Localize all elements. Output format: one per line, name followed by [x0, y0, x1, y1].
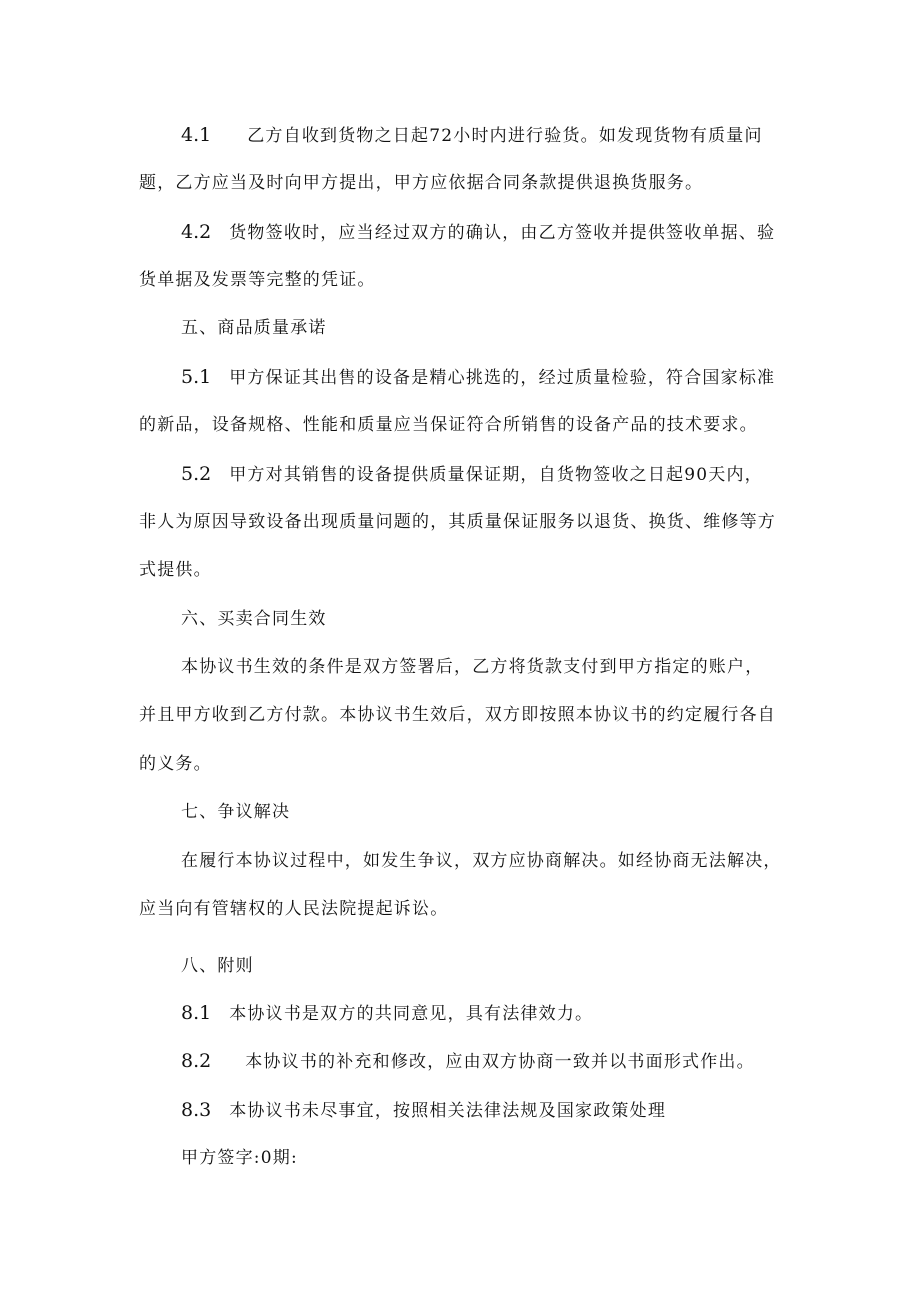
clause-5-2-line-1: [181, 462, 784, 487]
clause-4-1-text: 乙方自收到货物之日起72小时内进行验货。如发现货物有质量问: [247, 126, 763, 146]
clause-4-1-number: 4.1: [181, 124, 212, 146]
clause-4-2-line-2: 货单据及发票等完整的凭证。: [139, 270, 376, 290]
section-6-heading: 六、买卖合同生效: [181, 609, 327, 629]
section-6-line-2: 并且甲方收到乙方付款。本协议书生效后，双方即按照本协议书的约定履行各自: [139, 705, 776, 725]
clause-8-1-number: 8.1: [181, 1002, 212, 1024]
clause-4-1-line-1: [181, 123, 784, 148]
clause-8-3-text: 本协议书未尽事宜，按照相关法律法规及国家政策处理: [229, 1101, 667, 1121]
clause-5-1-number: 5.1: [181, 366, 212, 388]
clause-8-2: [181, 1049, 784, 1074]
clause-5-2-text: 甲方对其销售的设备提供质量保证期，自货物签收之日起90天内，: [229, 465, 763, 485]
signature-line: 甲方签字:0期:: [181, 1148, 298, 1168]
clause-5-1-line-1: [181, 365, 784, 390]
clause-8-3: [181, 1098, 784, 1123]
clause-8-2-text: 本协议书的补充和修改，应由双方协商一致并以书面形式作出。: [245, 1052, 755, 1072]
clause-5-1-line-2: 的新品，设备规格、性能和质量应当保证符合所销售的设备产品的技术要求。: [139, 415, 758, 435]
clause-4-2-number: 4.2: [181, 221, 212, 243]
clause-5-2-number: 5.2: [181, 463, 212, 485]
clause-5-2-line-3: 式提供。: [139, 560, 212, 580]
section-7-line-1: 在履行本协议过程中，如发生争议，双方应协商解决。如经协商无法解决，: [181, 851, 782, 871]
section-6-line-3: 的义务。: [139, 754, 212, 774]
section-8-heading: 八、附则: [181, 956, 254, 976]
section-7-line-2: 应当向有管辖权的人民法院提起诉讼。: [139, 899, 449, 919]
clause-8-2-number: 8.2: [181, 1050, 212, 1072]
clause-4-2-text: 货物签收时，应当经过双方的确认，由乙方签收并提供签收单据、验: [229, 223, 776, 243]
clause-4-1-line-2: 题，乙方应当及时向甲方提出，甲方应依据合同条款提供退换货服务。: [139, 173, 704, 193]
clause-5-2-line-2: 非人为原因导致设备出现质量问题的，其质量保证服务以退货、换货、维修等方: [139, 512, 776, 532]
clause-8-1: [181, 1001, 784, 1026]
section-6-line-1: 本协议书生效的条件是双方签署后，乙方将货款支付到甲方指定的账户，: [181, 657, 764, 677]
section-7-heading: 七、争议解决: [181, 802, 291, 822]
clause-5-1-text: 甲方保证其出售的设备是精心挑选的，经过质量检验，符合国家标准: [229, 368, 776, 388]
section-5-heading: 五、商品质量承诺: [181, 318, 327, 338]
clause-8-3-number: 8.3: [181, 1099, 212, 1121]
clause-8-1-text: 本协议书是双方的共同意见，具有法律效力。: [229, 1004, 594, 1024]
clause-4-2-line-1: [181, 220, 784, 245]
